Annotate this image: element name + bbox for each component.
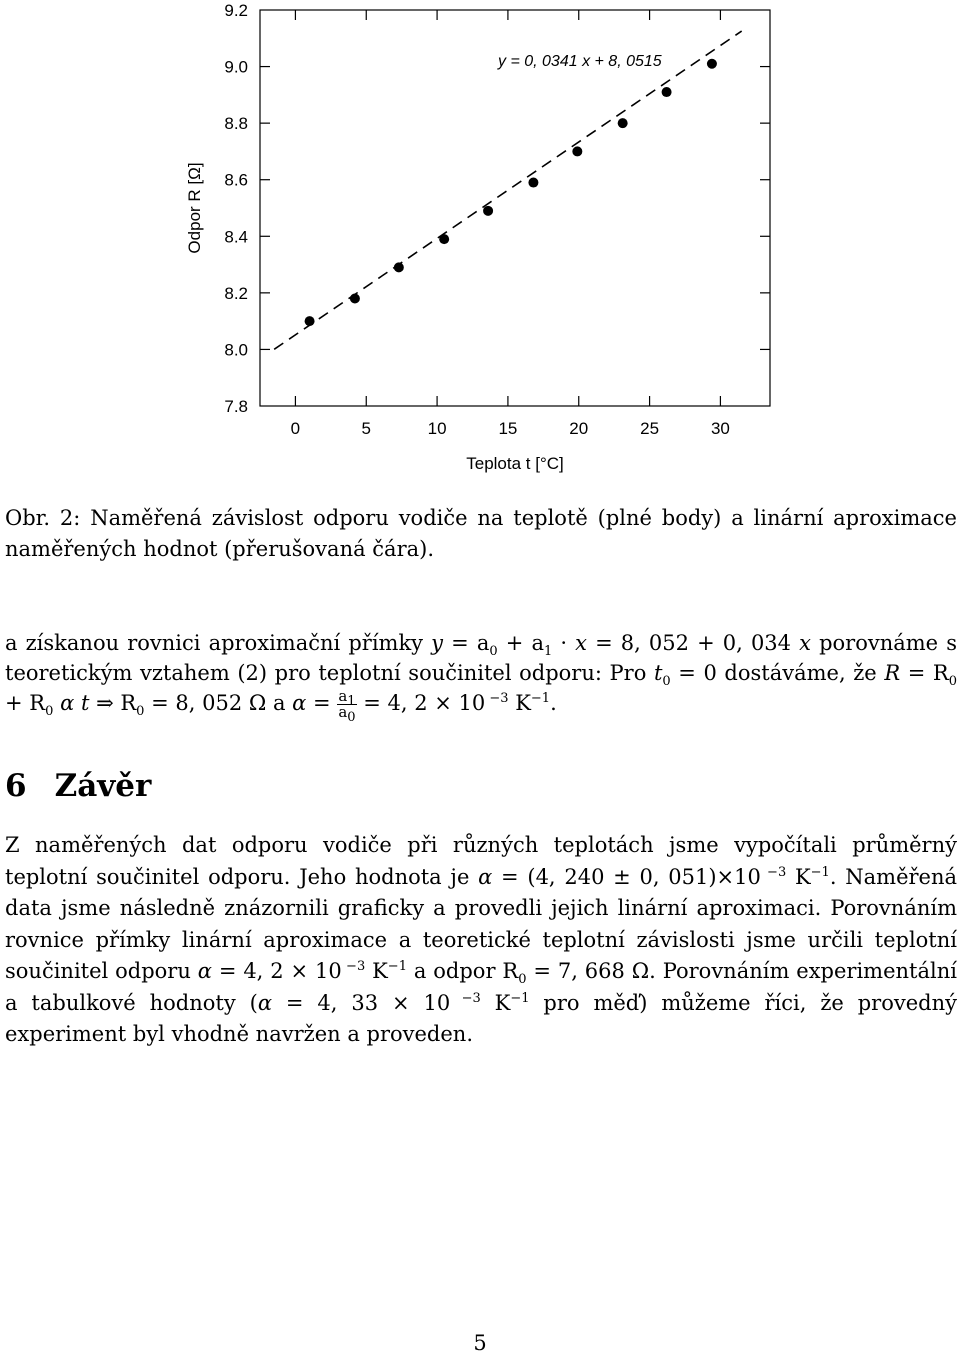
y-tick-label: 8.2 bbox=[224, 283, 248, 303]
resistance-temperature-chart bbox=[0, 0, 960, 500]
conclusion-text-5: pro měď) můžeme říci, že provedný experiment byl vhodně navržen a proveden. bbox=[5, 990, 957, 1046]
page-number: 5 bbox=[473, 1331, 487, 1355]
x-tick-label: 0 bbox=[290, 419, 301, 438]
paragraph-text-1: a získanou rovnici aproximační přímky bbox=[5, 631, 424, 655]
x-tick-label: 5 bbox=[361, 419, 371, 438]
data-point bbox=[439, 234, 449, 244]
math-t0: $t_0 = 0$ bbox=[653, 661, 717, 690]
x-tick-label: 20 bbox=[569, 419, 589, 438]
data-point bbox=[483, 206, 493, 216]
math-r-relation: $R = R_0 + R_0$ α t ⇒ $R_0 = 8$, 052 Ω bbox=[5, 661, 957, 720]
y-tick-label: 8.4 bbox=[224, 227, 248, 247]
math-alpha-mean: α = (4, 240 ± 0, 051)×10 $^{-3}$ $K^{-1}$. bbox=[478, 864, 837, 889]
paragraph-text-4: a bbox=[272, 691, 286, 715]
y-tick-label: 7.8 bbox=[224, 397, 248, 416]
math-fit-equation: $y = a_0 + a_1 \cdot x = 8$, 052 + 0, 034 x bbox=[431, 631, 811, 660]
data-point bbox=[305, 316, 315, 326]
y-tick-label: 8.0 bbox=[224, 340, 248, 360]
fit-equation-label: y = 0, 0341 x + 8, 0515 bbox=[498, 53, 662, 70]
x-axis-label: Teplota t [°C] bbox=[466, 454, 564, 473]
fit-line bbox=[274, 31, 742, 349]
body-paragraph bbox=[5, 628, 957, 725]
data-point bbox=[572, 146, 582, 156]
y-tick-label: 9.0 bbox=[224, 57, 248, 77]
conclusion-text-1: Z naměřených dat odporu vodiče při různých teplotách jsme vypočítali průměrný teplotní součinitel odporu. Jeho hodnota je bbox=[5, 833, 957, 889]
figure-caption-text: Naměřená závislost odporu vodiče na teplotě (plné body) a linární aproximace naměřených hodnot (přerušovaná čára). bbox=[5, 506, 957, 561]
data-point bbox=[662, 87, 672, 97]
math-alpha-ratio: α = $\frac{a_1}{a_0}$ = 4, 2 × 10 $^{-3}$ $K^{-1}$. bbox=[292, 687, 557, 725]
y-axis-label: Odpor R [Ω] bbox=[185, 162, 204, 254]
x-tick-label: 25 bbox=[640, 419, 660, 438]
section-title: Závěr bbox=[54, 768, 152, 804]
data-point bbox=[618, 118, 628, 128]
data-point bbox=[707, 59, 717, 69]
conclusion-text-3: a odpor bbox=[413, 959, 496, 983]
data-point bbox=[350, 294, 360, 304]
y-tick-label: 9.2 bbox=[224, 1, 248, 20]
figure-caption bbox=[5, 503, 957, 565]
figure-caption-label: Obr. 2: bbox=[5, 506, 81, 530]
section-heading bbox=[5, 768, 151, 804]
data-point bbox=[394, 262, 404, 272]
x-axis-ticks bbox=[291, 10, 730, 438]
section-number: 6 bbox=[5, 768, 27, 804]
y-tick-label: 8.8 bbox=[224, 114, 248, 134]
conclusion-paragraph bbox=[5, 830, 957, 1051]
x-tick-label: 15 bbox=[498, 419, 518, 438]
math-alpha-table: (α = 4, 33 × 10 $^{-3}$ $K^{-1}$ bbox=[249, 990, 530, 1015]
math-alpha-fit: α = 4, 2 × 10 $^{-3}$ $K^{-1}$ bbox=[197, 959, 407, 983]
x-tick-label: 10 bbox=[427, 419, 447, 438]
x-tick-label: 30 bbox=[710, 419, 730, 438]
conclusion-text-4: Porovnáním experimentální a tabulkové hodnoty bbox=[5, 959, 957, 1015]
data-point bbox=[528, 178, 538, 188]
conclusion-text-2: Naměřená data jsme následně znázornili graficky a provedli jejich linární aproximaci. Porovnáním rovnice přímky linární aproximace a teoretické teplotní závislosti jsme určili teplotní součinitel odporu bbox=[5, 864, 958, 983]
y-tick-label: 8.6 bbox=[224, 170, 248, 190]
paragraph-text-2: porovnáme s teoretickým vztahem (2) pro teplotní součinitel odporu: Pro bbox=[5, 631, 957, 685]
math-r0-value: $R_0 = 7$, 668 Ω. bbox=[502, 959, 656, 988]
paragraph-text-3: dostáváme, že bbox=[724, 661, 877, 685]
